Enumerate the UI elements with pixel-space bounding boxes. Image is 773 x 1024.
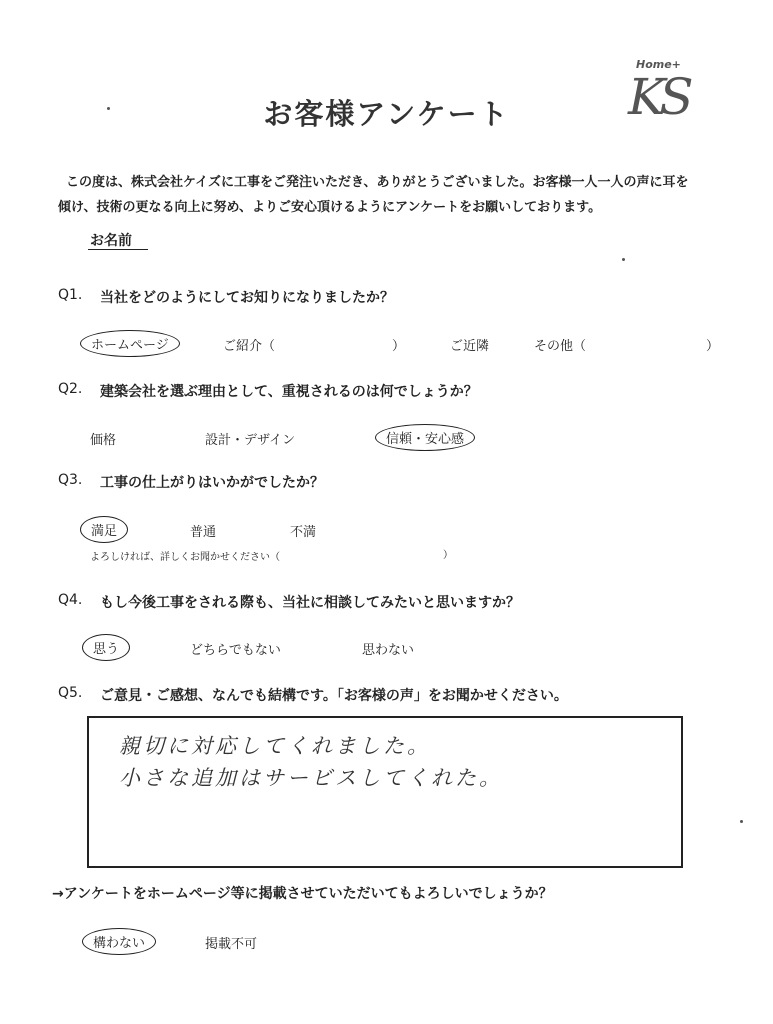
- handwritten-line-2: 小さな追加はサービスしてくれた。: [119, 766, 503, 790]
- publish-option-allow[interactable]: 構わない: [82, 928, 156, 955]
- comment-box[interactable]: [87, 716, 683, 868]
- q4-number: Q4.: [58, 592, 83, 608]
- name-label: お名前: [90, 233, 132, 249]
- q1-text: 当社をどのようにしてお知りになりましたか？: [100, 290, 394, 306]
- intro-line-1: この度は、株式会社ケイズに工事をご発注いただき、ありがとうございました。お客様一人一人の声に耳を: [66, 175, 689, 190]
- logo-mark: KS: [628, 68, 688, 126]
- q2-question: [58, 381, 478, 401]
- q1-number: Q1.: [58, 287, 83, 303]
- q4-question: [58, 592, 520, 612]
- handwritten-line-1: 親切に対応してくれました。: [119, 734, 431, 758]
- scan-speck: [622, 258, 625, 261]
- q3-number: Q3.: [58, 472, 83, 488]
- q3-detail-prompt: よろしければ、詳しくお聞かせください（: [90, 552, 280, 563]
- q5-number: Q5.: [58, 685, 83, 701]
- q1-referral-close: ）: [392, 339, 406, 354]
- q3-question: [58, 472, 324, 492]
- publish-permission-question: →アンケートをホームページ等に掲載させていただいてもよろしいでしょうか？: [52, 886, 553, 902]
- logo-top-text: Home+: [636, 58, 681, 71]
- q2-text: 建築会社を選ぶ理由として、重視されるのは何でしょうか？: [100, 384, 478, 400]
- q4-option-yes[interactable]: 思う: [82, 634, 130, 661]
- q3-detail-close: ）: [443, 550, 453, 561]
- intro-line-2: 傾け、技術の更なる向上に努め、よりご安心頂けるようにアンケートをお願いしております。: [58, 200, 602, 215]
- scan-speck: [740, 820, 743, 823]
- q1-option-other[interactable]: その他（: [534, 339, 587, 354]
- publish-option-deny[interactable]: 掲載不可: [205, 937, 258, 952]
- name-field[interactable]: [88, 249, 148, 250]
- q1-option-homepage[interactable]: ホームページ: [80, 330, 180, 357]
- q4-option-neutral[interactable]: どちらでもない: [190, 643, 281, 658]
- q3-option-satisfied[interactable]: 満足: [80, 516, 128, 543]
- page-title: お客様アンケート: [263, 97, 510, 131]
- q3-text: 工事の仕上がりはいかがでしたか？: [100, 475, 324, 491]
- q2-option-design[interactable]: 設計・デザイン: [205, 433, 296, 448]
- intro-text: [58, 170, 738, 220]
- q1-option-referral[interactable]: ご紹介（: [223, 339, 276, 354]
- q2-number: Q2.: [58, 381, 83, 397]
- q5-question: [58, 685, 568, 705]
- q2-option-trust[interactable]: 信頼・安心感: [375, 424, 475, 451]
- q5-text: ご意見・ご感想、なんでも結構です。「お客様の声」をお聞かせください。: [100, 688, 568, 704]
- q1-question: [58, 287, 394, 307]
- q3-option-normal[interactable]: 普通: [190, 525, 217, 540]
- q1-other-close: ）: [706, 339, 720, 354]
- q1-option-neighborhood[interactable]: ご近隣: [450, 339, 490, 354]
- q2-option-price[interactable]: 価格: [90, 433, 117, 448]
- q4-text: もし今後工事をされる際も、当社に相談してみたいと思いますか？: [100, 595, 520, 611]
- q3-option-unsatisfied[interactable]: 不満: [290, 525, 317, 540]
- scan-speck: [107, 107, 110, 110]
- q4-option-no[interactable]: 思わない: [362, 643, 415, 658]
